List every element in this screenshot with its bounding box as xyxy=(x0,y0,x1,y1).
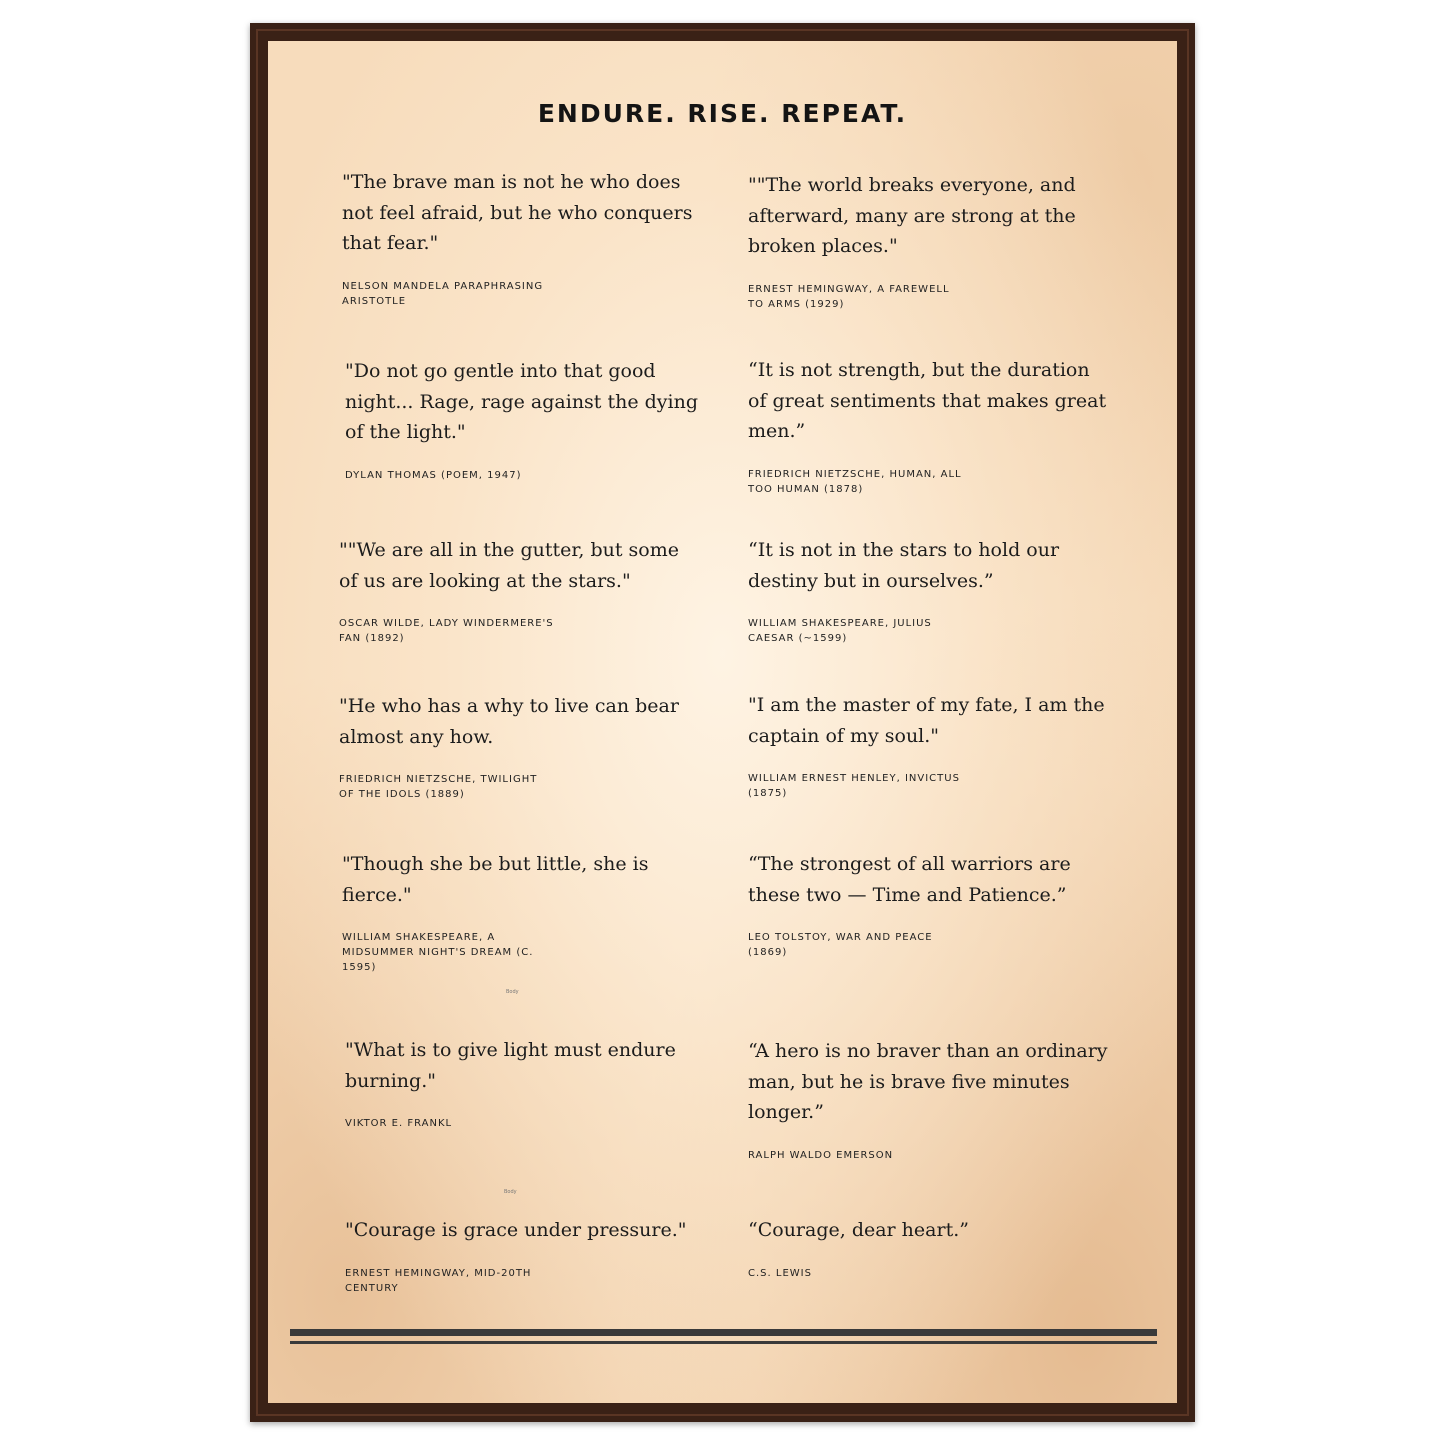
quote-text: “It is not in the stars to hold our destiny but in ourselves.” xyxy=(748,539,1060,592)
quote-source: FRIEDRICH NIETZSCHE, TWILIGHT OF THE IDOLS (1889) xyxy=(339,774,538,800)
quote-source: WILLIAM SHAKESPEARE, JULIUS CAESAR (~1599) xyxy=(748,618,932,644)
quote-block xyxy=(342,849,702,975)
poster-title: ENDURE. RISE. REPEAT. xyxy=(537,99,908,128)
quote-text: "The brave man is not he who does not feel afraid, but he who conquers that fear." xyxy=(342,171,693,254)
bottom-rule-thick xyxy=(290,1329,1157,1336)
quote-block xyxy=(342,167,702,309)
quote-text: "What is to give light must endure burning." xyxy=(345,1039,676,1092)
tiny-mark: Body xyxy=(504,1189,517,1195)
quote-source: ERNEST HEMINGWAY, A FAREWELL TO ARMS (1929) xyxy=(748,283,950,310)
quote-block xyxy=(748,849,1108,960)
tiny-mark: Body xyxy=(506,989,519,995)
quote-source: OSCAR WILDE, LADY WINDERMERE'S FAN (1892) xyxy=(339,618,554,644)
quote-text: ""The world breaks everyone, and afterward, many are strong at the broken places." xyxy=(748,174,1076,257)
quote-block xyxy=(339,535,699,646)
quote-text: "Though she be but little, she is fierce." xyxy=(342,853,649,906)
quote-source: WILLIAM ERNEST HENLEY, INVICTUS (1875) xyxy=(748,773,960,799)
quote-block xyxy=(748,170,1108,312)
quote-source: WILLIAM SHAKESPEARE, A MIDSUMMER NIGHT'S DREAM (C. 1595) xyxy=(342,932,534,973)
quote-source: VIKTOR E. FRANKL xyxy=(345,1118,453,1129)
quote-text: ""We are all in the gutter, but some of us are looking at the stars." xyxy=(339,539,679,592)
quote-text: "Courage is grace under pressure." xyxy=(345,1219,687,1241)
quote-source: LEO TOLSTOY, WAR AND PEACE (1869) xyxy=(748,932,933,958)
quote-block xyxy=(345,356,705,483)
quote-text: "He who has a why to live can bear almost any how. xyxy=(339,695,679,748)
quote-source: ERNEST HEMINGWAY, MID-20TH CENTURY xyxy=(345,1267,532,1294)
quote-block xyxy=(748,1215,1108,1281)
quote-text: “It is not strength, but the duration of great sentiments that makes great men.” xyxy=(748,359,1107,442)
quote-text: "Do not go gentle into that good night... Rage, rage against the dying of the light." xyxy=(345,360,699,443)
quote-block xyxy=(339,691,699,802)
poster xyxy=(268,41,1177,1403)
quote-text: “Courage, dear heart.” xyxy=(748,1219,969,1241)
quote-block xyxy=(748,535,1108,646)
quote-block xyxy=(748,355,1108,497)
quote-block xyxy=(345,1215,705,1296)
bottom-rule-thin xyxy=(290,1341,1157,1344)
quote-source: RALPH WALDO EMERSON xyxy=(748,1149,894,1161)
quote-source: C.S. LEWIS xyxy=(748,1267,812,1279)
quote-block xyxy=(345,1035,705,1131)
quote-text: "I am the master of my fate, I am the captain of my soul." xyxy=(748,694,1105,747)
quote-source: DYLAN THOMAS (POEM, 1947) xyxy=(345,469,522,481)
quote-block xyxy=(748,1036,1108,1163)
quote-text: “A hero is no braver than an ordinary man, but he is brave five minutes longer.” xyxy=(748,1040,1108,1123)
quote-block xyxy=(748,690,1108,801)
quote-source: NELSON MANDELA PARAPHRASING ARISTOTLE xyxy=(342,280,544,307)
quote-source: FRIEDRICH NIETZSCHE, HUMAN, ALL TOO HUMAN (1878) xyxy=(748,468,962,495)
quote-text: “The strongest of all warriors are these two — Time and Patience.” xyxy=(748,853,1071,906)
